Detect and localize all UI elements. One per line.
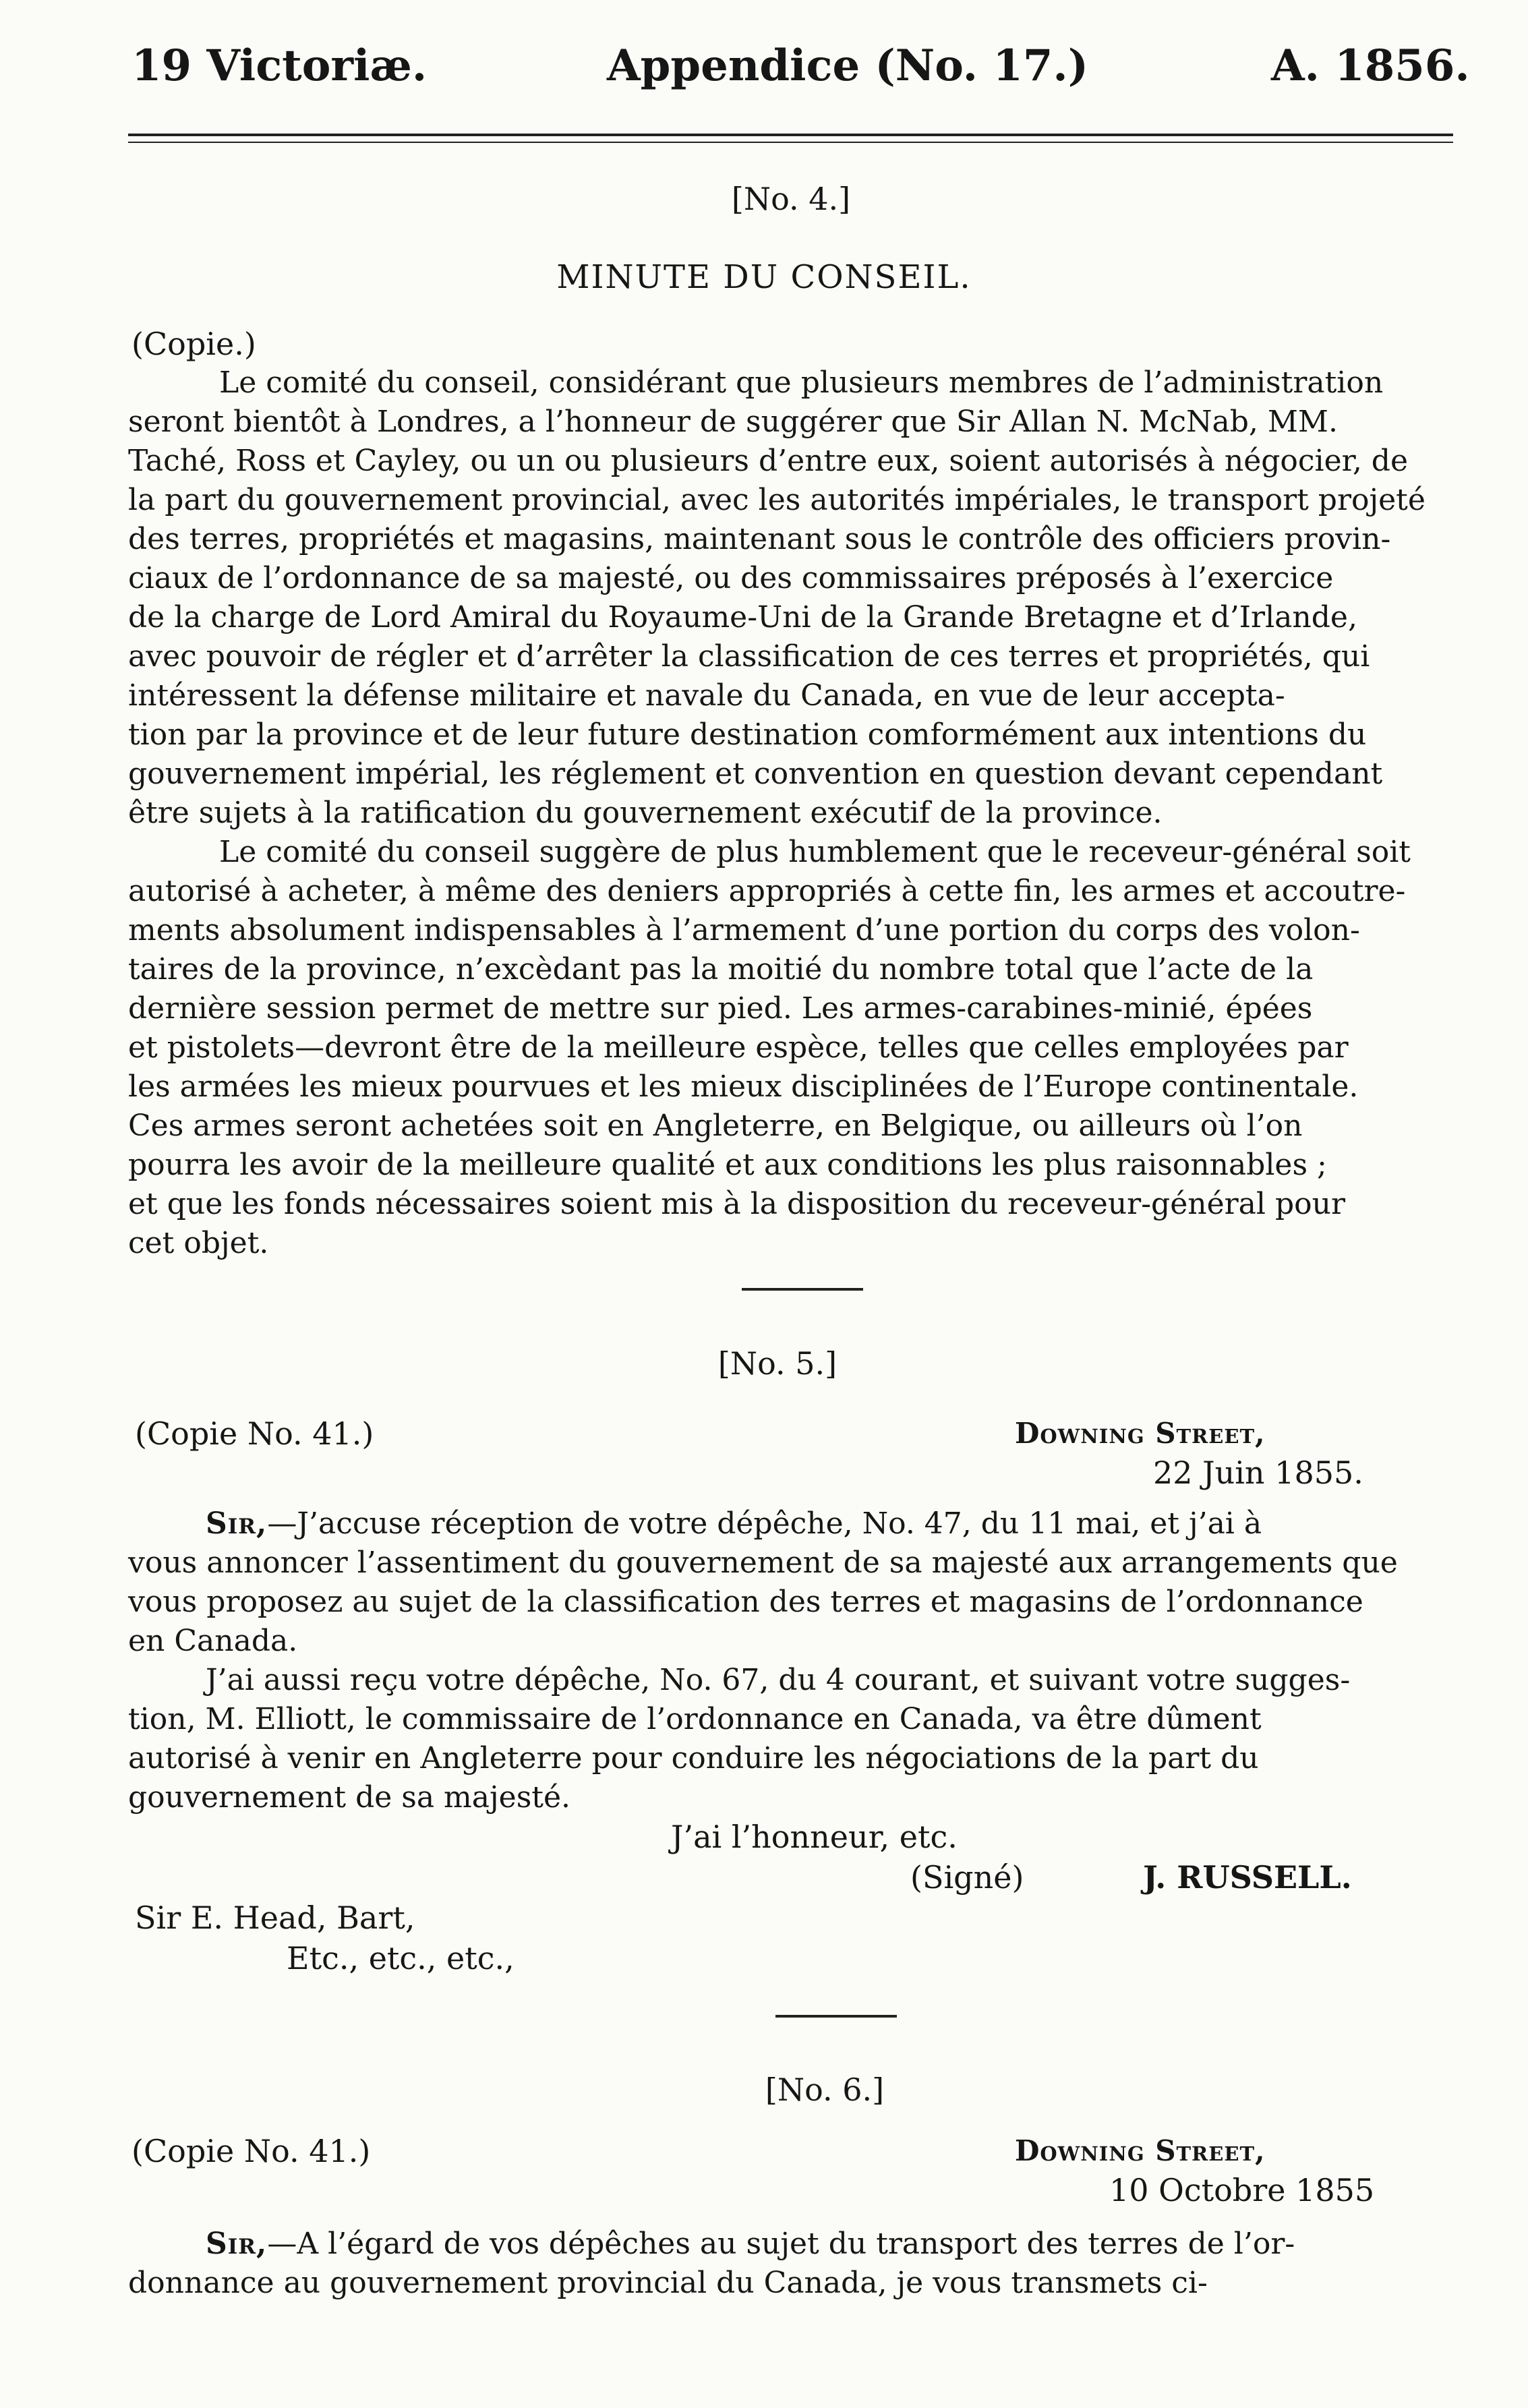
s4-line: ments absolument indispensables à l’armement d’une portion du corps des volon- (128, 913, 1360, 947)
s4-line: Le comité du conseil suggère de plus humblement que le receveur-général soit (219, 835, 1411, 869)
s6-salutation: Sir, (206, 2227, 268, 2261)
section-4-title: MINUTE DU CONSEIL. (556, 258, 972, 296)
s4-line: tion par la province et de leur future destination comformément aux intentions du (128, 717, 1367, 752)
section-5-signer: J. RUSSELL. (1143, 1859, 1352, 1896)
s4-line: les armées les mieux pourvues et les mieux disciplinées de l’Europe continentale. (128, 1069, 1359, 1104)
section-5-copie: (Copie No. 41.) (135, 1415, 374, 1452)
section-divider (775, 2015, 897, 2018)
s4-line: Taché, Ross et Cayley, ou un ou plusieurs d’entre eux, soient autorisés à négocier, de (128, 444, 1409, 478)
section-6-place: Downing Street, (1015, 2134, 1266, 2167)
s4-line: Le comité du conseil, considérant que plusieurs membres de l’administration (219, 365, 1384, 400)
s4-line: dernière session permet de mettre sur pied. Les armes-carabines-minié, épées (128, 991, 1313, 1026)
s5-line: vous proposez au sujet de la classification des terres et magasins de l’ordonnance (128, 1585, 1363, 1619)
s6-line-0: —A l’égard de vos dépêches au sujet du transport des terres de l’or- (267, 2227, 1295, 2261)
section-5-closing: J’ai l’honneur, etc. (671, 1819, 958, 1855)
s5-salutation: Sir, (206, 1506, 268, 1541)
section-4-number: [No. 4.] (731, 181, 851, 217)
section-5-number: [No. 5.] (717, 1345, 838, 1382)
s4-line: et que les fonds nécessaires soient mis à la disposition du receveur-général pour (128, 1187, 1345, 1221)
s5-line: en Canada. (128, 1624, 298, 1658)
section-5-signed: (Signé) (910, 1859, 1024, 1896)
s4-line: de la charge de Lord Amiral du Royaume-Uni de la Grande Bretagne et d’Irlande, (128, 600, 1357, 635)
s4-line: gouvernement impérial, les réglement et convention en question devant cependant (128, 757, 1383, 791)
s4-line: la part du gouvernement provincial, avec les autorités impériales, le transport projeté (128, 483, 1426, 517)
s4-line: ciaux de l’ordonnance de sa majesté, ou des commissaires préposés à l’exercice (128, 561, 1334, 595)
section-6-copie: (Copie No. 41.) (131, 2133, 371, 2169)
header-left: 19 Victoriæ. (131, 40, 428, 91)
section-6-date: 10 Octobre 1855 (1109, 2172, 1375, 2208)
s5-line: J’ai aussi reçu votre dépêche, No. 67, du 4 courant, et suivant votre sugges- (206, 1663, 1351, 1697)
header-rule-bottom (128, 142, 1453, 143)
s5-line: gouvernement de sa majesté. (128, 1780, 570, 1815)
s4-line: pourra les avoir de la meilleure qualité et aux conditions les plus raisonnables ; (128, 1148, 1327, 1182)
section-4-copie: (Copie.) (131, 326, 256, 362)
s5-line: vous annoncer l’assentiment du gouvernement de sa majesté aux arrangements que (128, 1546, 1398, 1580)
s4-line: taires de la province, n’excèdant pas la moitié du nombre total que l’acte de la (128, 952, 1314, 987)
s4-line: avec pouvoir de régler et d’arrêter la classification de ces terres et propriétés, qui (128, 639, 1370, 674)
s4-line: autorisé à acheter, à même des deniers appropriés à cette fin, les armes et accoutre- (128, 874, 1406, 908)
section-5-date: 22 Juin 1855. (1153, 1455, 1363, 1491)
section-5-etc: Etc., etc., etc., (287, 1940, 515, 1976)
header-right: A. 1856. (1271, 40, 1470, 91)
section-6-number: [No. 6.] (765, 2072, 885, 2108)
s5-line (206, 1505, 1262, 1543)
section-5-addressee: Sir E. Head, Bart, (135, 1900, 415, 1936)
s5-line: autorisé à venir en Angleterre pour conduire les négociations de la part du (128, 1741, 1259, 1775)
s4-line: seront bientôt à Londres, a l’honneur de suggérer que Sir Allan N. McNab, MM. (128, 405, 1338, 439)
s5-line-0: —J’accuse réception de votre dépêche, No. 47, du 11 mai, et j’ai à (267, 1506, 1262, 1541)
s5-line: tion, M. Elliott, le commissaire de l’ordonnance en Canada, va être dûment (128, 1702, 1262, 1736)
header-rule-top (128, 134, 1453, 136)
section-divider (742, 1288, 863, 1291)
s6-line: donnance au gouvernement provincial du Canada, je vous transmets ci- (128, 2266, 1208, 2300)
s6-line (206, 2225, 1295, 2263)
s4-line: intéressent la défense militaire et navale du Canada, en vue de leur accepta- (128, 678, 1285, 713)
s4-line: être sujets à la ratification du gouvernement exécutif de la province. (128, 796, 1163, 830)
s4-line: des terres, propriétés et magasins, maintenant sous le contrôle des officiers provin- (128, 522, 1391, 556)
section-5-place: Downing Street, (1015, 1417, 1266, 1450)
header-center: Appendice (No. 17.) (607, 40, 1088, 91)
s4-line: Ces armes seront achetées soit en Angleterre, en Belgique, ou ailleurs où l’on (128, 1109, 1303, 1143)
s4-line: et pistolets—devront être de la meilleure espèce, telles que celles employées par (128, 1030, 1349, 1065)
s4-line: cet objet. (128, 1226, 269, 1260)
